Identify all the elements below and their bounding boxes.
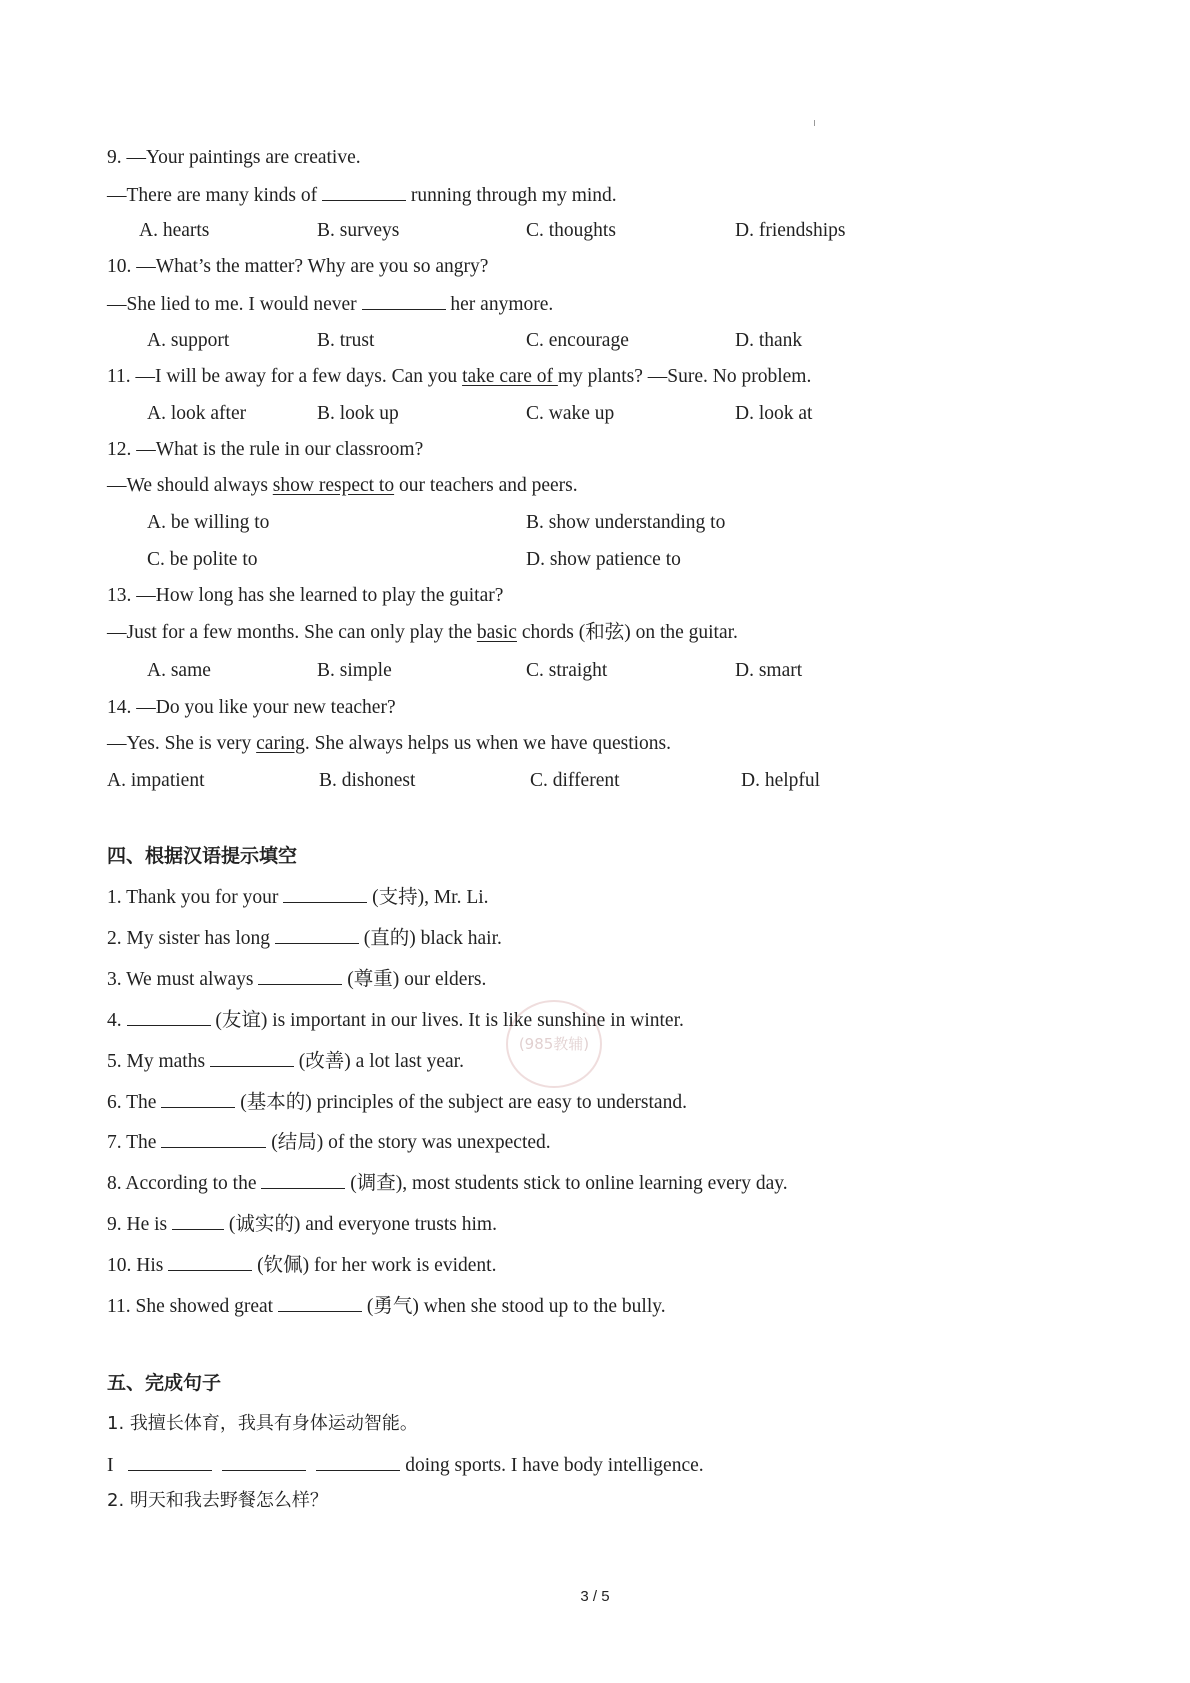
q9-line2-start: —There are many kinds of (107, 185, 322, 206)
s4-item-7-end: (结局) of the story was unexpected. (266, 1132, 551, 1153)
s4-item-8-blank[interactable] (261, 1171, 345, 1189)
s4-item-1 (107, 885, 489, 909)
s5-q1-chinese: 1. 我擅长体育，我具有身体运动智能。 (107, 1413, 418, 1434)
s4-item-6-blank[interactable] (161, 1090, 235, 1108)
s5-q1-blank-1[interactable] (128, 1453, 212, 1471)
s4-item-8-end: (调查), most students stick to online learning every day. (345, 1173, 788, 1194)
s4-item-4-start: 4. (107, 1010, 127, 1031)
s4-item-4-end: (友谊) is important in our lives. It is like sunshine in winter. (210, 1010, 684, 1031)
q13-option-a[interactable]: A. same (147, 660, 211, 681)
q13-option-b[interactable]: B. simple (317, 660, 392, 681)
s4-item-6-end: (基本的) principles of the subject are easy to understand. (235, 1092, 687, 1113)
q11-option-d[interactable]: D. look at (735, 403, 813, 424)
watermark-stamp: (985教辅) (506, 1000, 602, 1088)
s4-item-6 (107, 1090, 687, 1114)
s4-item-10-start: 10. His (107, 1255, 169, 1276)
q11-option-b[interactable]: B. look up (317, 403, 399, 424)
q14-response (107, 732, 671, 756)
s4-item-6-start: 6. The (107, 1092, 162, 1113)
q13-line1: 13. —How long has she learned to play the guitar? (107, 585, 504, 606)
s5-q1-start: I (107, 1455, 119, 1476)
s4-item-1-end: (支持), Mr. Li. (367, 887, 489, 908)
s4-item-5-end: (改善) a lot last year. (293, 1051, 464, 1072)
s4-item-10-end: (钦佩) for her work is evident. (252, 1255, 497, 1276)
s4-item-5-blank[interactable] (210, 1049, 294, 1067)
q11-option-c[interactable]: C. wake up (526, 403, 615, 424)
s4-item-7-start: 7. The (107, 1132, 162, 1153)
q14-prompt (107, 696, 396, 720)
q12-line2-end: our teachers and peers. (394, 475, 578, 496)
s4-item-10-blank[interactable] (168, 1253, 252, 1271)
section4-heading: 四、根据汉语提示填空 (107, 845, 298, 867)
s4-item-9-end: (诚实的) and everyone trusts him. (224, 1214, 497, 1235)
q12-response (107, 474, 578, 498)
q12-line1: 12. —What is the rule in our classroom? (107, 439, 424, 460)
q14-option-a[interactable]: A. impatient (107, 770, 205, 791)
q12-option-b[interactable]: B. show understanding to (526, 512, 726, 533)
q12-prompt (107, 438, 423, 462)
q13-line2-end: chords (和弦) on the guitar. (516, 622, 738, 643)
q12-option-c[interactable]: C. be polite to (147, 549, 258, 570)
s4-item-11-blank[interactable] (278, 1294, 362, 1312)
q9-option-c[interactable]: C. thoughts (526, 220, 616, 241)
s4-item-11-end: (勇气) when she stood up to the bully. (361, 1296, 666, 1317)
s4-item-9 (107, 1212, 497, 1236)
q9-prompt (107, 146, 361, 170)
q11-line1-end: my plants? —Sure. No problem. (557, 366, 812, 387)
s5-q1-blank-3[interactable] (316, 1453, 400, 1471)
q12-line2-start: —We should always (107, 475, 273, 496)
s4-item-2-start: 2. My sister has long (107, 928, 275, 949)
q13-line2-start: —Just for a few months. She can only play the (107, 622, 477, 643)
s5-q2-chinese: 2. 明天和我去野餐怎么样？ (107, 1490, 328, 1511)
q14-line1: 14. —Do you like your new teacher? (107, 697, 396, 718)
q10-prompt (107, 255, 488, 279)
s4-item-3-end: (尊重) our elders. (342, 969, 487, 990)
s4-item-4-blank[interactable] (127, 1008, 211, 1026)
s5-q1-end: doing sports. I have body intelligence. (400, 1455, 704, 1476)
q10-option-b[interactable]: B. trust (317, 330, 375, 351)
q10-option-c[interactable]: C. encourage (526, 330, 629, 351)
q10-response (107, 292, 553, 316)
q13-prompt (107, 584, 503, 608)
q13-response (107, 621, 738, 645)
q14-line2-end: . She always helps us when we have questions. (304, 733, 671, 754)
s4-item-8-start: 8. According to the (107, 1173, 262, 1194)
page-number: 3 / 5 (580, 1588, 610, 1605)
q9-option-b[interactable]: B. surveys (317, 220, 400, 241)
s4-item-7-blank[interactable] (161, 1130, 266, 1148)
s4-item-11 (107, 1294, 666, 1318)
q9-line1: 9. —Your paintings are creative. (107, 147, 361, 168)
q10-option-d[interactable]: D. thank (735, 330, 803, 351)
s4-item-9-start: 9. He is (107, 1214, 172, 1235)
q10-line1: 10. —What’s the matter? Why are you so angry? (107, 256, 489, 277)
section5-heading: 五、完成句子 (107, 1372, 222, 1394)
q10-line2-start: —She lied to me. I would never (107, 294, 362, 315)
s4-item-2-end: (直的) black hair. (358, 928, 502, 949)
s5-q1-blank-2[interactable] (222, 1453, 306, 1471)
q11-option-a[interactable]: A. look after (147, 403, 247, 424)
q11-underlined-phrase: take care of (462, 366, 558, 387)
q9-option-a[interactable]: A. hearts (139, 220, 210, 241)
q10-line2-end: her anymore. (445, 294, 554, 315)
q14-underlined-word: caring (256, 733, 305, 754)
q12-option-d[interactable]: D. show patience to (526, 549, 681, 570)
q12-option-a[interactable]: A. be willing to (147, 512, 270, 533)
q14-line2-start: —Yes. She is very (107, 733, 257, 754)
q10-option-a[interactable]: A. support (147, 330, 230, 351)
s4-item-8 (107, 1171, 788, 1195)
s5-q1-english (107, 1453, 704, 1477)
page-mark (814, 120, 815, 126)
q11-prompt (107, 365, 811, 389)
q9-response (107, 183, 617, 207)
q13-underlined-word: basic (476, 622, 517, 643)
s4-item-5 (107, 1049, 464, 1073)
q13-option-c[interactable]: C. straight (526, 660, 608, 681)
s4-item-10 (107, 1253, 496, 1277)
s4-item-3-blank[interactable] (258, 967, 342, 985)
s4-item-5-start: 5. My maths (107, 1051, 210, 1072)
s4-item-7 (107, 1130, 551, 1154)
q10-blank[interactable] (362, 292, 446, 310)
q13-option-d[interactable]: D. smart (735, 660, 803, 681)
q12-underlined-phrase: show respect to (272, 475, 395, 496)
s4-item-9-blank[interactable] (172, 1212, 224, 1230)
q14-option-d[interactable]: D. helpful (741, 770, 821, 791)
s4-item-1-start: 1. Thank you for your (107, 887, 284, 908)
s4-item-3-start: 3. We must always (107, 969, 259, 990)
s4-item-2-blank[interactable] (275, 926, 359, 944)
q9-blank[interactable] (322, 183, 406, 201)
s4-item-2 (107, 926, 502, 950)
q9-option-d[interactable]: D. friendships (735, 220, 846, 241)
q14-option-c[interactable]: C. different (530, 770, 620, 791)
q11-line1-start: 11. —I will be away for a few days. Can you (107, 366, 463, 387)
q14-option-b[interactable]: B. dishonest (319, 770, 416, 791)
s4-item-3 (107, 967, 486, 991)
q9-line2-end: running through my mind. (405, 185, 617, 206)
s4-item-11-start: 11. She showed great (107, 1296, 278, 1317)
s4-item-1-blank[interactable] (283, 885, 367, 903)
